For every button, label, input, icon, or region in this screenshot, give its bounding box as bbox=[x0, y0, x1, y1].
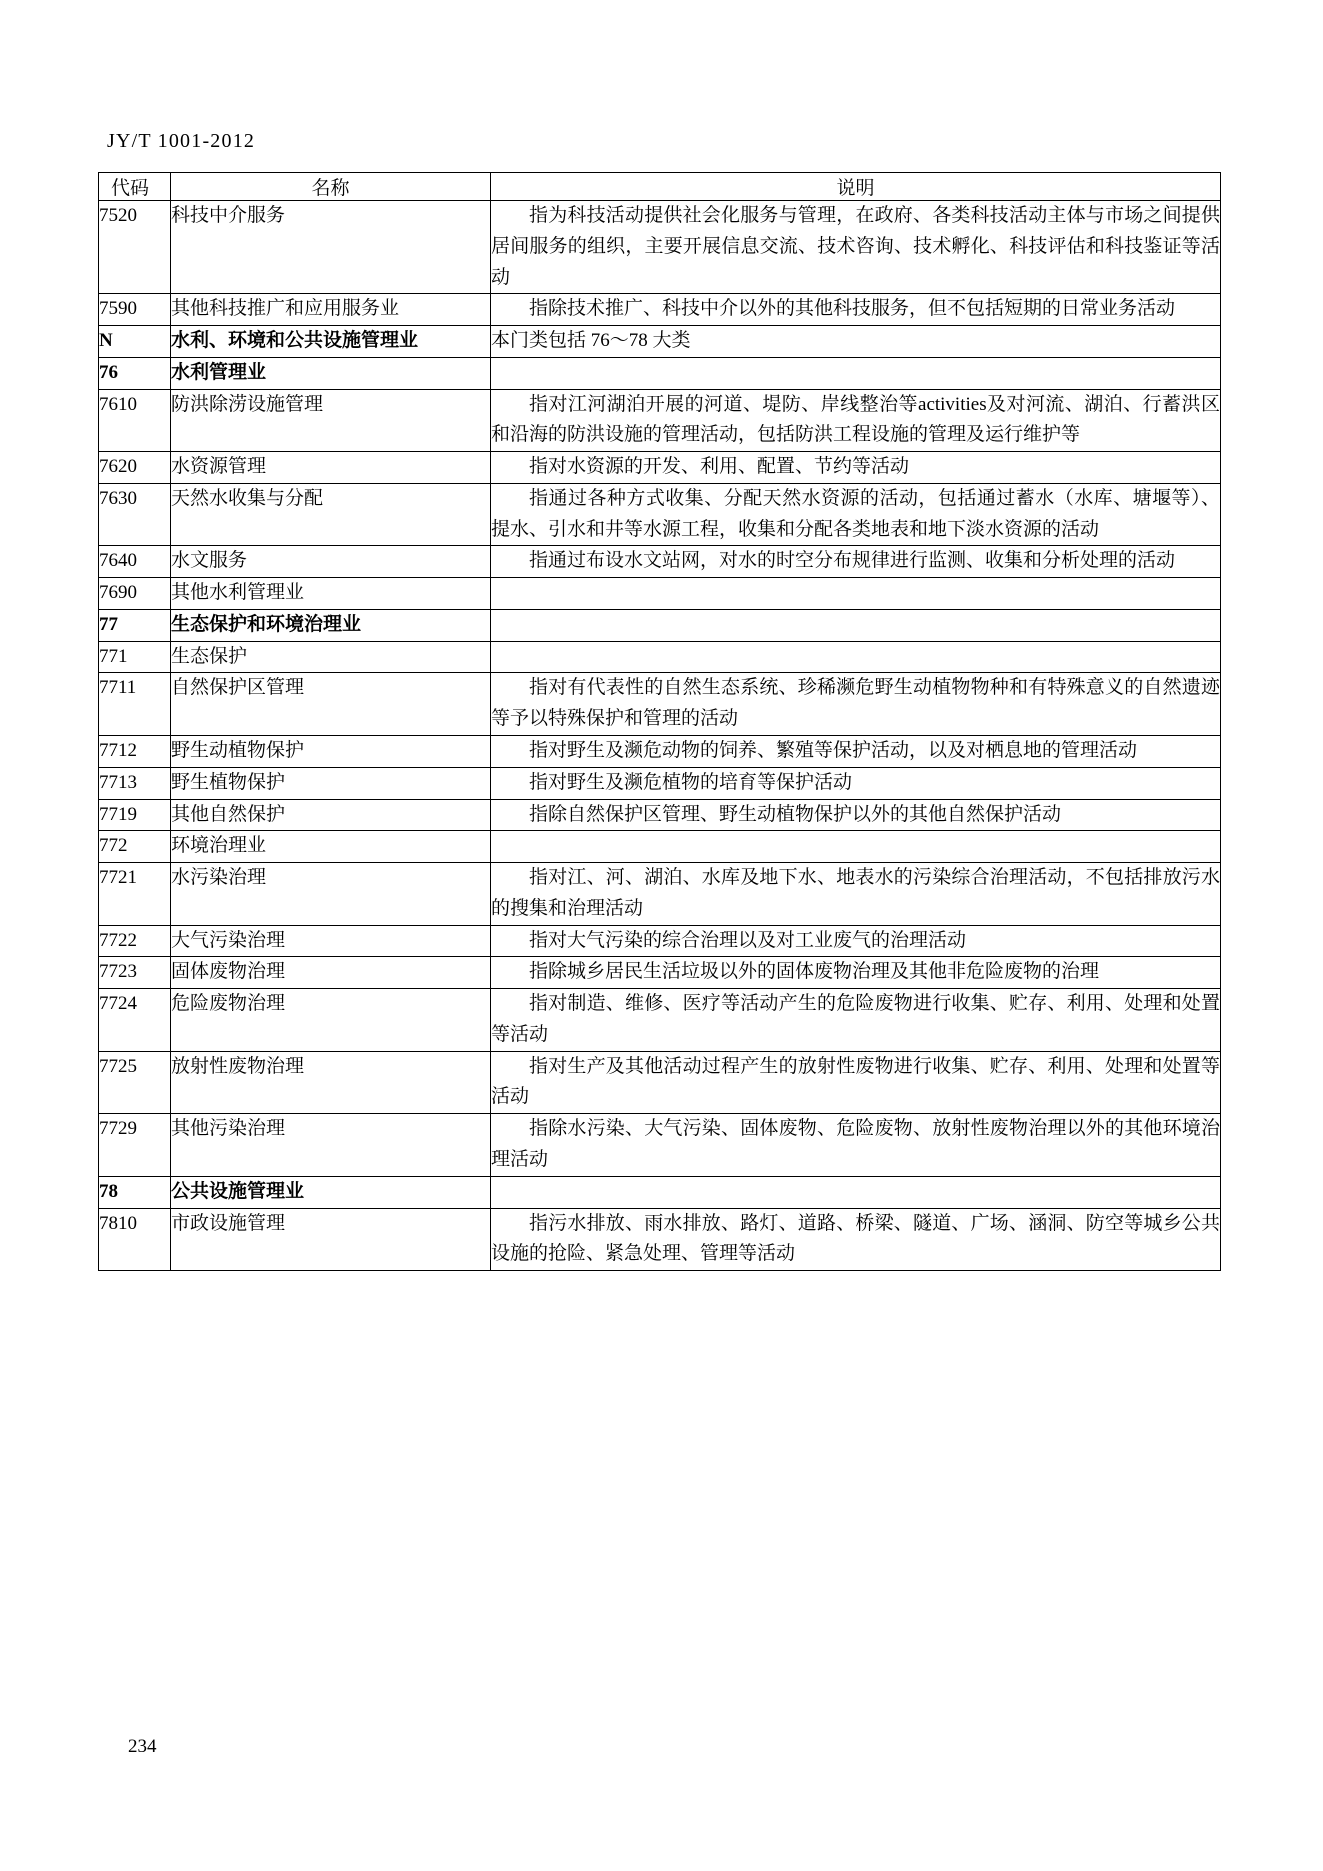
cell-name: 大气污染治理 bbox=[171, 925, 491, 957]
cell-code: N bbox=[99, 326, 171, 358]
cell-name: 其他污染治理 bbox=[171, 1114, 491, 1177]
cell-name: 水资源管理 bbox=[171, 452, 491, 484]
cell-name: 其他自然保护 bbox=[171, 799, 491, 831]
table-row bbox=[99, 546, 1221, 578]
cell-name: 其他水利管理业 bbox=[171, 578, 491, 610]
cell-code: 771 bbox=[99, 641, 171, 673]
cell-description bbox=[491, 799, 1221, 831]
table-row bbox=[99, 294, 1221, 326]
cell-description bbox=[491, 925, 1221, 957]
cell-description bbox=[491, 831, 1221, 863]
description-text: 指除技术推广、科技中介以外的其他科技服务，但不包括短期的日常业务活动 bbox=[529, 298, 1176, 320]
cell-name: 防洪除涝设施管理 bbox=[171, 389, 491, 452]
cell-code: 7725 bbox=[99, 1051, 171, 1114]
cell-code: 7724 bbox=[99, 989, 171, 1052]
table-row bbox=[99, 1176, 1221, 1208]
description-text: 指对野生及濒危植物的培育等保护活动 bbox=[529, 771, 853, 793]
cell-code: 7723 bbox=[99, 957, 171, 989]
table-row bbox=[99, 736, 1221, 768]
cell-description bbox=[491, 767, 1221, 799]
description-text: 指通过各种方式收集、分配天然水资源的活动，包括通过蓄水（水库、塘堰等）、提水、引水和井等水源工程，收集和分配各类地表和地下淡水资源的活动 bbox=[491, 487, 1220, 540]
table-body bbox=[99, 201, 1221, 1271]
cell-name: 科技中介服务 bbox=[171, 201, 491, 294]
cell-name: 水文服务 bbox=[171, 546, 491, 578]
description-text: 指对水资源的开发、利用、配置、节约等活动 bbox=[529, 456, 910, 478]
cell-description bbox=[491, 957, 1221, 989]
table-row bbox=[99, 863, 1221, 926]
table-row bbox=[99, 1208, 1221, 1271]
table-row bbox=[99, 1114, 1221, 1177]
cell-code: 7520 bbox=[99, 201, 171, 294]
cell-description bbox=[491, 326, 1221, 358]
cell-name: 野生动植物保护 bbox=[171, 736, 491, 768]
cell-name: 危险废物治理 bbox=[171, 989, 491, 1052]
cell-code: 7722 bbox=[99, 925, 171, 957]
cell-code: 7719 bbox=[99, 799, 171, 831]
cell-name: 公共设施管理业 bbox=[171, 1176, 491, 1208]
cell-name: 生态保护 bbox=[171, 641, 491, 673]
table-row bbox=[99, 326, 1221, 358]
cell-description bbox=[491, 1051, 1221, 1114]
cell-description bbox=[491, 1114, 1221, 1177]
table-row bbox=[99, 989, 1221, 1052]
table-header bbox=[99, 173, 1221, 201]
cell-name: 野生植物保护 bbox=[171, 767, 491, 799]
cell-code: 76 bbox=[99, 357, 171, 389]
cell-code: 7712 bbox=[99, 736, 171, 768]
table-row bbox=[99, 609, 1221, 641]
cell-code: 78 bbox=[99, 1176, 171, 1208]
cell-description bbox=[491, 989, 1221, 1052]
table-header-row bbox=[99, 173, 1221, 201]
cell-code: 7630 bbox=[99, 483, 171, 546]
cell-description bbox=[491, 452, 1221, 484]
cell-code: 7713 bbox=[99, 767, 171, 799]
table-row bbox=[99, 767, 1221, 799]
cell-description bbox=[491, 673, 1221, 736]
cell-name: 水利管理业 bbox=[171, 357, 491, 389]
description-text: 本门类包括 76～78 大类 bbox=[491, 330, 691, 352]
cell-description bbox=[491, 609, 1221, 641]
cell-description bbox=[491, 1176, 1221, 1208]
cell-name: 环境治理业 bbox=[171, 831, 491, 863]
description-text: 指对有代表性的自然生态系统、珍稀濒危野生动植物物种和有特殊意义的自然遗迹等予以特殊保护和管理的活动 bbox=[491, 677, 1220, 730]
standard-number-header: JY/T 1001-2012 bbox=[107, 130, 256, 152]
description-text: 指对野生及濒危动物的饲养、繁殖等保护活动，以及对栖息地的管理活动 bbox=[529, 740, 1138, 762]
cell-code: 772 bbox=[99, 831, 171, 863]
description-text: 指为科技活动提供社会化服务与管理，在政府、各类科技活动主体与市场之间提供居间服务的组织，主要开展信息交流、技术咨询、技术孵化、科技评估和科技鉴证等活动 bbox=[491, 205, 1220, 288]
column-header-name: 名称 bbox=[171, 173, 491, 201]
cell-name: 放射性废物治理 bbox=[171, 1051, 491, 1114]
table-row bbox=[99, 578, 1221, 610]
cell-code: 7690 bbox=[99, 578, 171, 610]
cell-code: 7640 bbox=[99, 546, 171, 578]
description-text: 指除水污染、大气污染、固体废物、危险废物、放射性废物治理以外的其他环境治理活动 bbox=[491, 1118, 1220, 1170]
table-row bbox=[99, 831, 1221, 863]
table-row bbox=[99, 201, 1221, 294]
table-row bbox=[99, 389, 1221, 452]
cell-description bbox=[491, 357, 1221, 389]
description-text: 指通过布设水文站网，对水的时空分布规律进行监测、收集和分析处理的活动 bbox=[529, 550, 1176, 572]
description-text: 指除自然保护区管理、野生动植物保护以外的其他自然保护活动 bbox=[529, 803, 1062, 825]
cell-code: 7721 bbox=[99, 863, 171, 926]
cell-name: 市政设施管理 bbox=[171, 1208, 491, 1271]
column-header-code: 代码 bbox=[99, 173, 171, 201]
cell-code: 7610 bbox=[99, 389, 171, 452]
table-row bbox=[99, 925, 1221, 957]
cell-description bbox=[491, 1208, 1221, 1271]
cell-description bbox=[491, 641, 1221, 673]
description-text: 指对江河湖泊开展的河道、堤防、岸线整治等activities及对河流、湖泊、行蓄洪区和沿海的防洪设施的管理活动，包括防洪工程设施的管理及运行维护等 bbox=[491, 393, 1220, 446]
table-row bbox=[99, 452, 1221, 484]
cell-name: 生态保护和环境治理业 bbox=[171, 609, 491, 641]
cell-name: 水利、环境和公共设施管理业 bbox=[171, 326, 491, 358]
cell-description bbox=[491, 546, 1221, 578]
cell-code: 7729 bbox=[99, 1114, 171, 1177]
cell-name: 其他科技推广和应用服务业 bbox=[171, 294, 491, 326]
cell-description bbox=[491, 863, 1221, 926]
description-text: 指除城乡居民生活垃圾以外的固体废物治理及其他非危险废物的治理 bbox=[529, 961, 1100, 983]
cell-code: 7810 bbox=[99, 1208, 171, 1271]
table-row bbox=[99, 1051, 1221, 1114]
cell-code: 7620 bbox=[99, 452, 171, 484]
table-row bbox=[99, 641, 1221, 673]
cell-description bbox=[491, 201, 1221, 294]
description-text: 指对江、河、湖泊、水库及地下水、地表水的污染综合治理活动，不包括排放污水的搜集和治理活动 bbox=[491, 867, 1220, 919]
description-text: 指对大气污染的综合治理以及对工业废气的治理活动 bbox=[529, 929, 967, 951]
classification-table bbox=[98, 172, 1221, 1271]
table-row bbox=[99, 673, 1221, 736]
page-number: 234 bbox=[128, 1736, 157, 1757]
table-row bbox=[99, 483, 1221, 546]
cell-name: 自然保护区管理 bbox=[171, 673, 491, 736]
cell-name: 水污染治理 bbox=[171, 863, 491, 926]
table-row bbox=[99, 357, 1221, 389]
table-row bbox=[99, 957, 1221, 989]
cell-code: 7711 bbox=[99, 673, 171, 736]
cell-code: 77 bbox=[99, 609, 171, 641]
description-text: 指对生产及其他活动过程产生的放射性废物进行收集、贮存、利用、处理和处置等活动 bbox=[491, 1055, 1220, 1108]
cell-name: 天然水收集与分配 bbox=[171, 483, 491, 546]
cell-description bbox=[491, 389, 1221, 452]
cell-description bbox=[491, 483, 1221, 546]
cell-description bbox=[491, 294, 1221, 326]
cell-description bbox=[491, 736, 1221, 768]
cell-description bbox=[491, 578, 1221, 610]
column-header-description: 说明 bbox=[491, 173, 1221, 201]
description-text: 指对制造、维修、医疗等活动产生的危险废物进行收集、贮存、利用、处理和处置等活动 bbox=[491, 993, 1220, 1045]
cell-code: 7590 bbox=[99, 294, 171, 326]
cell-name: 固体废物治理 bbox=[171, 957, 491, 989]
description-text: 指污水排放、雨水排放、路灯、道路、桥梁、隧道、广场、涵洞、防空等城乡公共设施的抢险、紧急处理、管理等活动 bbox=[491, 1212, 1220, 1265]
table-row bbox=[99, 799, 1221, 831]
